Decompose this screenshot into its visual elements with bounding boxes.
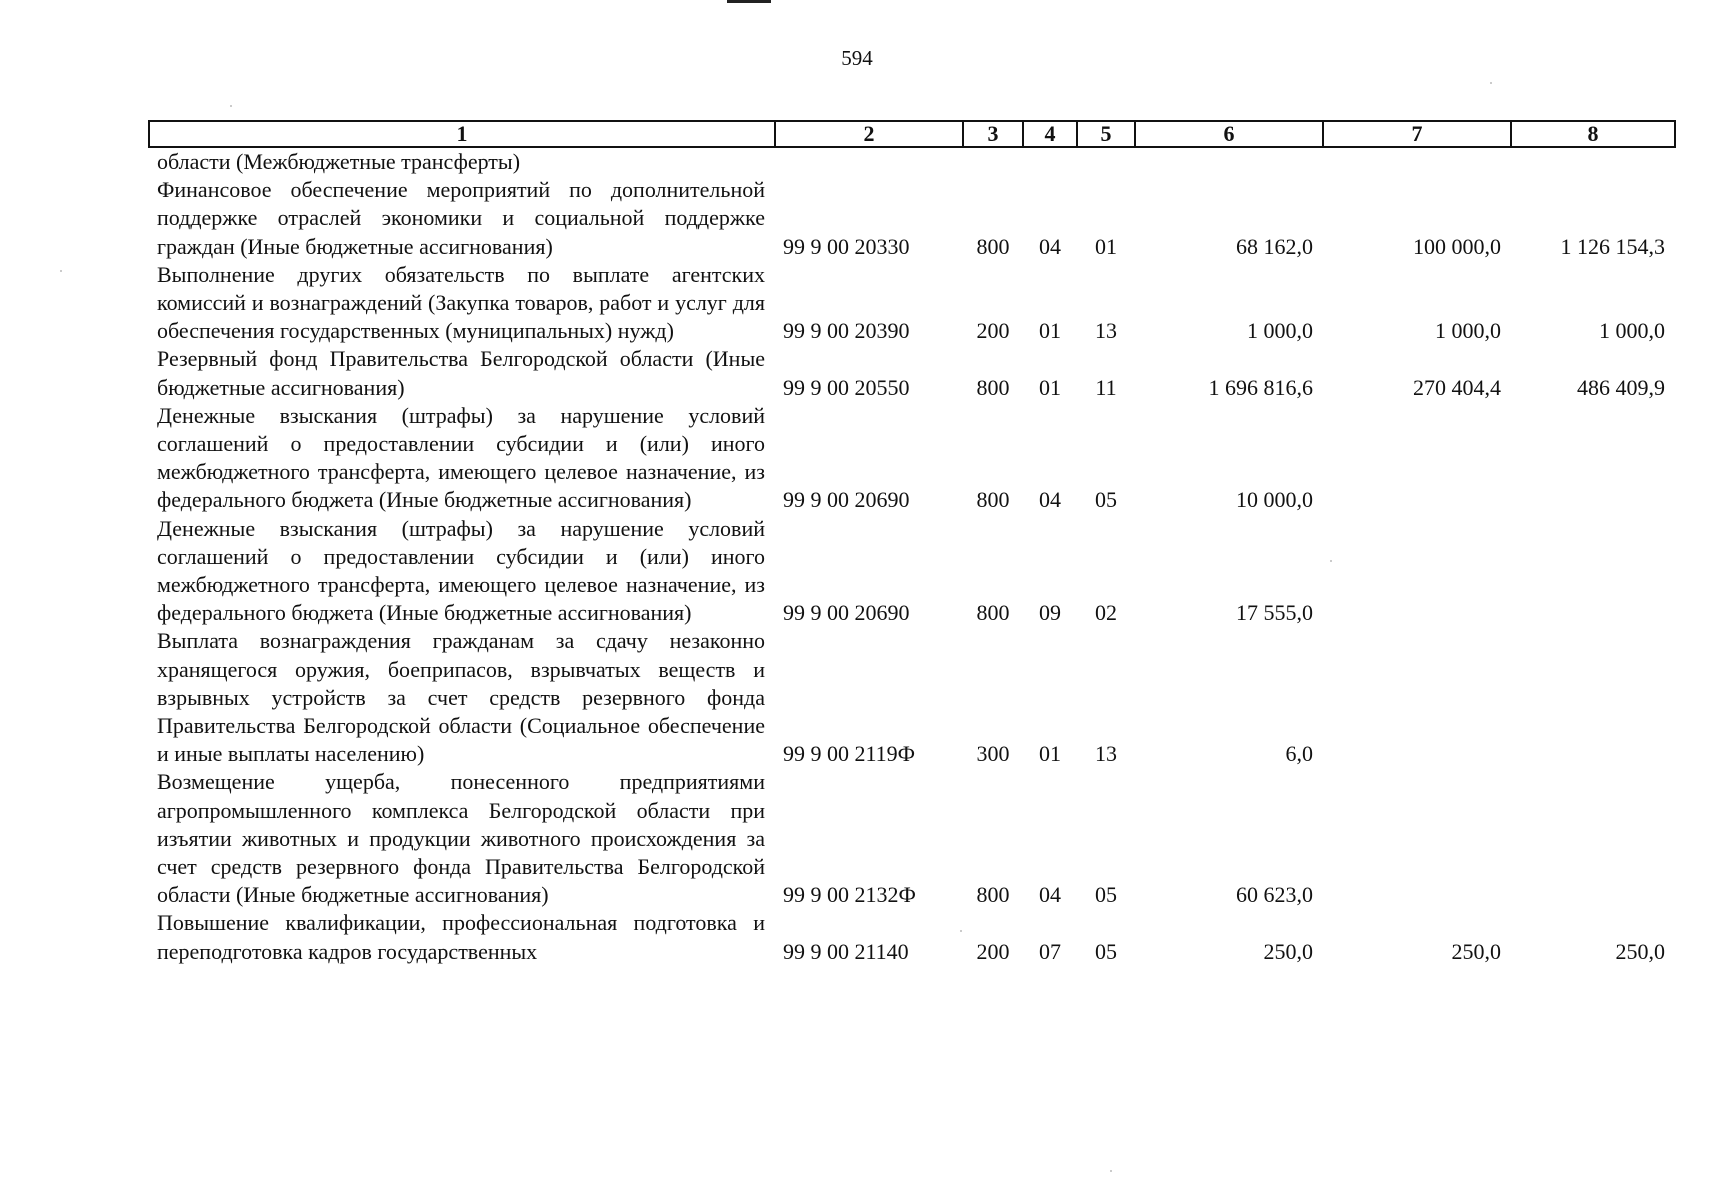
row-section: 01 — [1039, 374, 1061, 400]
row-subsection: 05 — [1095, 882, 1117, 908]
column-header-7: 7 — [1323, 121, 1511, 147]
top-rule-mark — [727, 0, 771, 3]
row-value-6: 1 696 816,6 — [1208, 374, 1313, 400]
column-header-2: 2 — [775, 121, 963, 147]
row-expense-type: 800 — [976, 882, 1010, 908]
row-value-6: 6,0 — [1285, 741, 1313, 767]
row-description: Выполнение других обязательств по выплате агентских комиссий и вознаграждений (Закупка товаров, работ и услуг для обеспечения государственных (муниципальных) нужд) — [157, 261, 765, 344]
column-header-5: 5 — [1077, 121, 1135, 147]
row-expense-type: 800 — [976, 487, 1010, 513]
row-code: 99 9 00 20390 — [783, 318, 910, 344]
row-subsection: 05 — [1095, 938, 1117, 964]
table-row — [149, 402, 1675, 515]
row-value-7: 250,0 — [1451, 938, 1501, 964]
row-section: 07 — [1039, 938, 1061, 964]
row-value-8: 486 409,9 — [1577, 374, 1665, 400]
column-header-1: 1 — [149, 121, 775, 147]
scan-speck — [960, 930, 962, 932]
row-expense-type: 800 — [976, 600, 1010, 626]
row-subsection: 13 — [1095, 741, 1117, 767]
row-value-7: 100 000,0 — [1413, 233, 1501, 259]
row-value-6: 1 000,0 — [1247, 318, 1313, 344]
row-description: Возмещение ущерба, понесенного предприятиями агропромышленного комплекса Белгородской области при изъятии животных и продукции животного происхождения за счет средств резервного фонда Правительства Белгородской области (Иные бюджетные ассигнования) — [157, 769, 765, 908]
column-header-8: 8 — [1511, 121, 1675, 147]
row-subsection: 05 — [1095, 487, 1117, 513]
scan-speck — [60, 270, 62, 272]
row-value-6: 68 162,0 — [1236, 233, 1313, 259]
table-row — [149, 176, 1675, 261]
row-value-6: 10 000,0 — [1236, 487, 1313, 513]
row-subsection: 13 — [1095, 318, 1117, 344]
row-code — [775, 147, 963, 176]
column-header-4: 4 — [1023, 121, 1077, 147]
scan-speck — [1330, 560, 1332, 562]
row-section: 04 — [1039, 882, 1061, 908]
table-row — [149, 515, 1675, 628]
row-subsection — [1077, 147, 1135, 176]
row-subsection: 02 — [1095, 600, 1117, 626]
row-value-8: 1 000,0 — [1599, 318, 1665, 344]
table-row — [149, 909, 1675, 965]
row-section: 04 — [1039, 487, 1061, 513]
row-section: 01 — [1039, 318, 1061, 344]
row-code: 99 9 00 20330 — [783, 233, 910, 259]
table-row — [149, 627, 1675, 768]
row-code: 99 9 00 20690 — [783, 487, 910, 513]
table-row — [149, 768, 1675, 909]
row-value-8: 250,0 — [1615, 938, 1665, 964]
scan-speck — [1490, 82, 1492, 84]
row-expense-type — [963, 147, 1023, 176]
row-code: 99 9 00 2132Ф — [783, 882, 916, 908]
row-expense-type: 300 — [976, 741, 1010, 767]
row-value-8 — [1511, 147, 1675, 176]
table-row — [149, 345, 1675, 401]
column-header-3: 3 — [963, 121, 1023, 147]
row-code: 99 9 00 20550 — [783, 374, 910, 400]
row-description: Выплата вознаграждения гражданам за сдачу незаконно хранящегося оружия, боеприпасов, взрывчатых веществ и взрывных устройств за счет средств резервного фонда Правительства Белгородской области (Социальное обеспечение и иные выплаты населению) — [157, 628, 765, 767]
row-subsection: 11 — [1095, 374, 1117, 400]
row-description: Повышение квалификации, профессиональная подготовка и переподготовка кадров государственных — [157, 910, 765, 964]
row-value-7 — [1323, 402, 1511, 515]
row-description: Денежные взыскания (штрафы) за нарушение условий соглашений о предоставлении субсидии и (или) иного межбюджетного трансферта, имеющего целевое назначение, из федерального бюджета (Иные бюджетные ассигнования) — [157, 402, 765, 513]
row-description: области (Межбюджетные трансферты) — [157, 149, 521, 174]
row-section: 01 — [1039, 741, 1061, 767]
row-code: 99 9 00 20690 — [783, 600, 910, 626]
row-section: 09 — [1039, 600, 1061, 626]
column-header-6: 6 — [1135, 121, 1323, 147]
row-code: 99 9 00 21140 — [783, 938, 909, 964]
row-value-7: 1 000,0 — [1435, 318, 1501, 344]
row-value-6 — [1135, 147, 1323, 176]
row-value-7 — [1323, 515, 1511, 628]
row-value-8 — [1511, 768, 1675, 909]
budget-table — [148, 120, 1676, 966]
row-expense-type: 800 — [976, 233, 1010, 259]
row-expense-type: 200 — [976, 318, 1010, 344]
row-value-8: 1 126 154,3 — [1560, 233, 1665, 259]
row-section — [1023, 147, 1077, 176]
row-value-6: 250,0 — [1263, 938, 1313, 964]
scan-speck — [230, 105, 232, 107]
row-code: 99 9 00 2119Ф — [783, 741, 916, 767]
row-value-7: 270 404,4 — [1413, 374, 1501, 400]
row-value-8 — [1511, 515, 1675, 628]
row-expense-type: 800 — [976, 374, 1010, 400]
row-description: Резервный фонд Правительства Белгородской области (Иные бюджетные ассигнования) — [157, 346, 765, 400]
row-value-6: 60 623,0 — [1236, 882, 1313, 908]
row-value-7 — [1323, 147, 1511, 176]
row-section: 04 — [1039, 233, 1061, 259]
row-description: Денежные взыскания (штрафы) за нарушение условий соглашений о предоставлении субсидии и (или) иного межбюджетного трансферта, имеющего целевое назначение, из федерального бюджета (Иные бюджетные ассигнования) — [157, 515, 765, 626]
page-number: 594 — [841, 46, 873, 70]
row-value-7 — [1323, 627, 1511, 768]
scan-speck — [1110, 1170, 1112, 1172]
row-value-7 — [1323, 768, 1511, 909]
row-description: Финансовое обеспечение мероприятий по дополнительной поддержке отраслей экономики и социальной поддержке граждан (Иные бюджетные ассигнования) — [157, 177, 765, 259]
row-value-8 — [1511, 402, 1675, 515]
row-value-6: 17 555,0 — [1236, 600, 1313, 626]
row-expense-type: 200 — [976, 938, 1010, 964]
row-subsection: 01 — [1095, 233, 1117, 259]
table-row — [149, 147, 1675, 176]
header-row — [149, 121, 1675, 147]
row-value-8 — [1511, 627, 1675, 768]
table-row — [149, 261, 1675, 346]
